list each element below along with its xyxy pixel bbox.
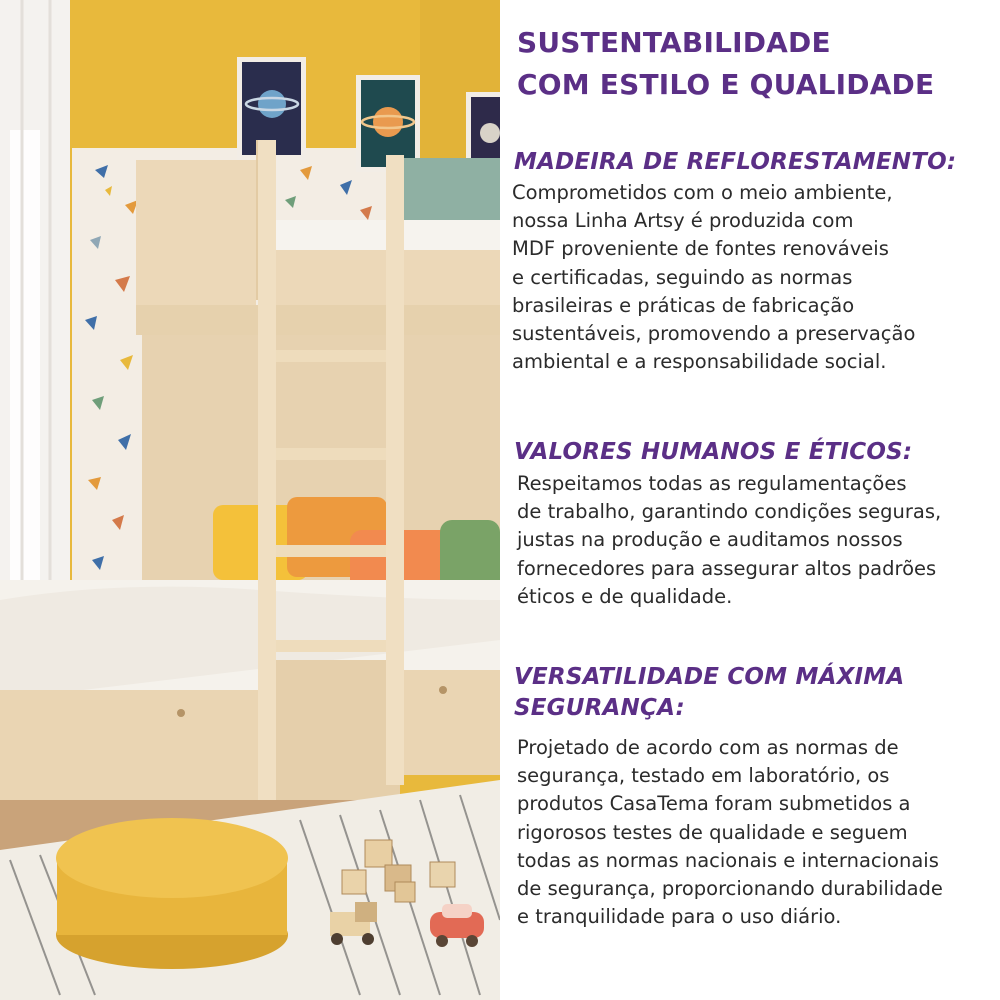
body-line: éticos e de qualidade. (517, 584, 733, 608)
body-line: Respeitamos todas as regulamentações (517, 472, 907, 495)
body-line: e tranquilidade para o uso diário. (517, 905, 842, 929)
section-heading-line: VALORES HUMANOS E ÉTICOS: (514, 439, 913, 465)
section-heading-safety (514, 662, 904, 724)
body-line: de segurança, proporcionando durabilidade (517, 877, 943, 901)
section-body-reforestation (512, 179, 915, 376)
body-line: segurança, testado em laboratório, os (517, 764, 890, 788)
section-body-safety (517, 734, 943, 931)
body-line: justas na produção e auditamos nossos (517, 528, 903, 552)
drawer-left (0, 690, 262, 815)
body-line: ambiental e a responsabilidade social. (512, 350, 887, 374)
body-line: Projetado de acordo com as normas de (517, 736, 899, 759)
section-heading-line: MADEIRA DE REFLORESTAMENTO: (514, 149, 957, 175)
body-line: de trabalho, garantindo condições seguras, (517, 500, 942, 524)
page-title-line: COM ESTILO E QUALIDADE (517, 68, 935, 101)
section-heading-reforestation (514, 147, 956, 178)
poster-planet (466, 92, 500, 167)
body-line: fornecedores para assegurar altos padrões (517, 556, 937, 580)
section-body-values (517, 470, 941, 611)
section-heading-values (514, 437, 912, 468)
body-line: sustentáveis, promovendo a preservação (512, 322, 916, 346)
upper-bunk-side-panel (136, 160, 256, 330)
drawer-center (275, 660, 400, 800)
page-title (517, 22, 934, 106)
body-line: MDF proveniente de fontes renováveis (512, 237, 889, 261)
body-line: rigorosos testes de qualidade e seguem (517, 820, 908, 844)
section-heading-line: SEGURANÇA: (514, 695, 685, 721)
section-heading-line: VERSATILIDADE COM MÁXIMA (514, 664, 905, 690)
body-line: nossa Linha Artsy é produzida com (512, 209, 854, 233)
drawer-right (400, 670, 500, 775)
body-line: Comprometidos com o meio ambiente, (512, 181, 893, 204)
body-line: todas as normas nacionais e internacionais (517, 848, 939, 872)
yellow-pouf (56, 818, 288, 969)
info-panel (500, 0, 1000, 1000)
page-title-line: SUSTENTABILIDADE (517, 26, 831, 59)
body-line: brasileiras e práticas de fabricação (512, 293, 855, 317)
body-line: e certificadas, seguindo as normas (512, 265, 853, 289)
body-line: produtos CasaTema foram submetidos a (517, 792, 911, 816)
